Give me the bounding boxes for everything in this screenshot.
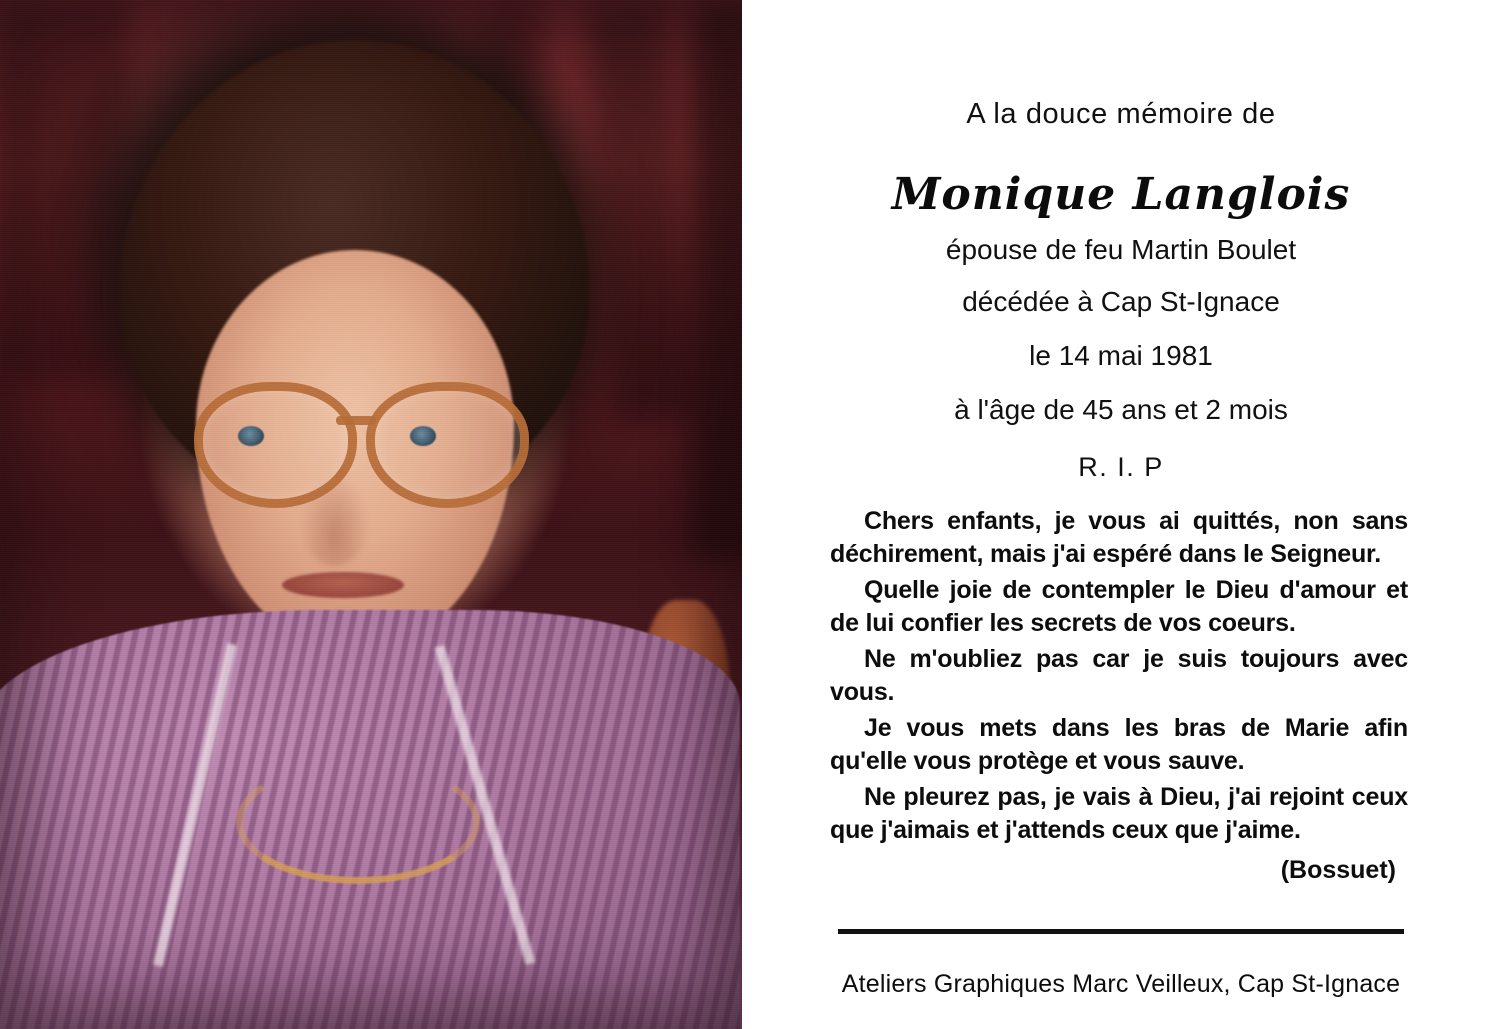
memorial-paragraph: Quelle joie de contempler le Dieu d'amour et de lui confier les secrets de vos coeurs. xyxy=(830,576,1408,637)
glasses-bridge xyxy=(336,416,376,425)
horizontal-rule xyxy=(838,929,1404,934)
deceased-name: Monique Langlois xyxy=(891,169,1351,220)
quote-attribution: (Bossuet) xyxy=(1280,856,1396,884)
place-of-death: décédée à Cap St-Ignace xyxy=(962,286,1280,317)
memorial-paragraph: Ne m'oubliez pas car je suis toujours avec vous. xyxy=(830,645,1408,706)
curtain-fold xyxy=(690,0,742,560)
eyeglasses-icon xyxy=(186,382,536,502)
eye-left xyxy=(238,426,264,446)
necklace xyxy=(236,760,480,884)
eye-right xyxy=(410,426,436,446)
memorial-intro: A la douce mémoire de xyxy=(966,98,1276,130)
printer-credit: Ateliers Graphiques Marc Veilleux, Cap St-Ignace xyxy=(841,970,1401,998)
lens-right xyxy=(366,382,529,508)
rip-text: R. I. P xyxy=(1078,452,1164,482)
memorial-header xyxy=(742,98,1500,483)
lens-left xyxy=(194,382,357,508)
memorial-paragraph: Chers enfants, je vous ai quittés, non sans déchirement, mais j'ai espéré dans le Seigneur. xyxy=(830,507,1408,568)
mouth-shape xyxy=(282,572,404,598)
age-at-death: à l'âge de 45 ans et 2 mois xyxy=(954,394,1288,425)
spouse-line: épouse de feu Martin Boulet xyxy=(945,234,1297,265)
memorial-paragraph: Ne pleurez pas, je vais à Dieu, j'ai rejoint ceux que j'aimais et j'attends ceux que j'aime. xyxy=(830,783,1408,844)
curtain-fold xyxy=(0,0,130,380)
date-of-death: le 14 mai 1981 xyxy=(1029,340,1213,371)
portrait-photograph xyxy=(0,0,742,1029)
memorial-body xyxy=(830,505,1408,846)
memorial-paragraph: Je vous mets dans les bras de Marie afin qu'elle vous protège et vous sauve. xyxy=(830,714,1408,775)
memorial-text-pane xyxy=(742,0,1500,1029)
